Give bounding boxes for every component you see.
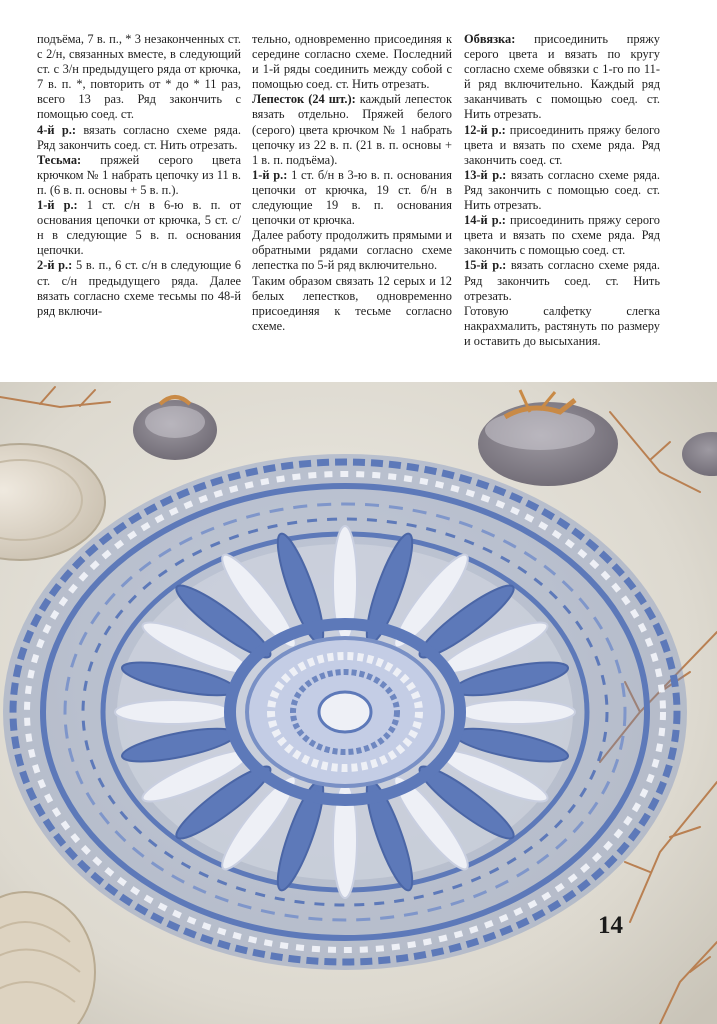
paragraph: Тесьма: пряжей серого цвета крючком № 1 набрать цепочку из 11 в. п. (6 в. п. основы + 5 в. п.).	[37, 152, 241, 197]
paragraph: Далее работу продолжить прямыми и обратными рядами согласно схеме лепестка по 5-й ряд включительно.	[252, 228, 452, 273]
page-number: 14	[598, 912, 623, 939]
doily-petal	[459, 700, 575, 724]
text-column-1	[37, 32, 241, 319]
paragraph: 13-й р.: вязать согласно схеме ряда. Ряд закончить с помощью соед. ст. Нить отрезать.	[464, 167, 660, 213]
paragraph: Готовую салфетку слегка накрахмалить, растянуть по размеру и оставить до высыхания.	[464, 303, 660, 348]
paragraph: 15-й р.: вязать согласно схеме ряда. Ряд закончить соед. ст. Нить отрезать.	[464, 258, 660, 303]
instructions-text-area	[0, 0, 717, 382]
paragraph: тельно, одновременно присоединяя к середине согласно схеме. Последний и 1-й ряды соединить между собой с помощью соед. ст. Нить отрезать.	[252, 32, 452, 92]
paragraph: 1-й р.: 1 ст. б/н в 3-ю в. п. основания цепочки от крючка, 19 ст. б/н в следующие 19 в. п. основания цепочки от крючка.	[252, 167, 452, 228]
paragraph: 4-й р.: вязать согласно схеме ряда. Ряд закончить соед. ст. Нить отрезать.	[37, 122, 241, 152]
paragraph: Обвязка: присоединить пряжу серого цвета и вязать по кругу согласно схеме обвязки с 1-го по 11-й ряд включительно. Каждый ряд заканчивать с помощью соед. ст. Нить отрезать.	[464, 32, 660, 122]
paragraph: 1-й р.: 1 ст. с/н в 6-ю в. п. от основания цепочки от крючка, 5 ст. с/н в следующие 5 в. п. основания цепочки.	[37, 198, 241, 258]
paragraph: 14-й р.: присоединить пряжу серого цвета и вязать по схеме ряда. Ряд закончить с помощью соед. ст.	[464, 213, 660, 258]
crochet-doily	[3, 454, 687, 970]
paragraph: 12-й р.: присоединить пряжу белого цвета и вязать по схеме ряда. Ряд закончить соед. ст.	[464, 122, 661, 167]
paragraph: подъёма, 7 в. п., * 3 незаконченных ст. с 2/н, связанных вместе, в следующий ст. с 3/н предыдущего ряда от крючка, 7 в. п. *, повторить от * до * 11 раз, всего 13 раз. Ряд закончить с помощью соед. ст.	[37, 32, 241, 122]
paragraph: Лепесток (24 шт.): каждый лепесток вязать отдельно. Пряжей белого (серого) цвета крючком № 1 набрать цепочку из 22 в. п. (21 в. п. основы + 1 в. п. подъёма).	[252, 92, 452, 167]
paragraph: Таким образом связать 12 серых и 12 белых лепестков, одновременно присоединяя к тесьме согласно схеме.	[252, 273, 452, 333]
text-column-2	[252, 32, 452, 334]
text-column-3	[464, 32, 660, 349]
paragraph: 2-й р.: 5 в. п., 6 ст. с/н в следующие 6 ст. с/н предыдущего ряда. Далее вязать согласно схеме тесьмы по 48-й ряд включи-	[37, 258, 241, 318]
doily-petal	[115, 700, 231, 724]
